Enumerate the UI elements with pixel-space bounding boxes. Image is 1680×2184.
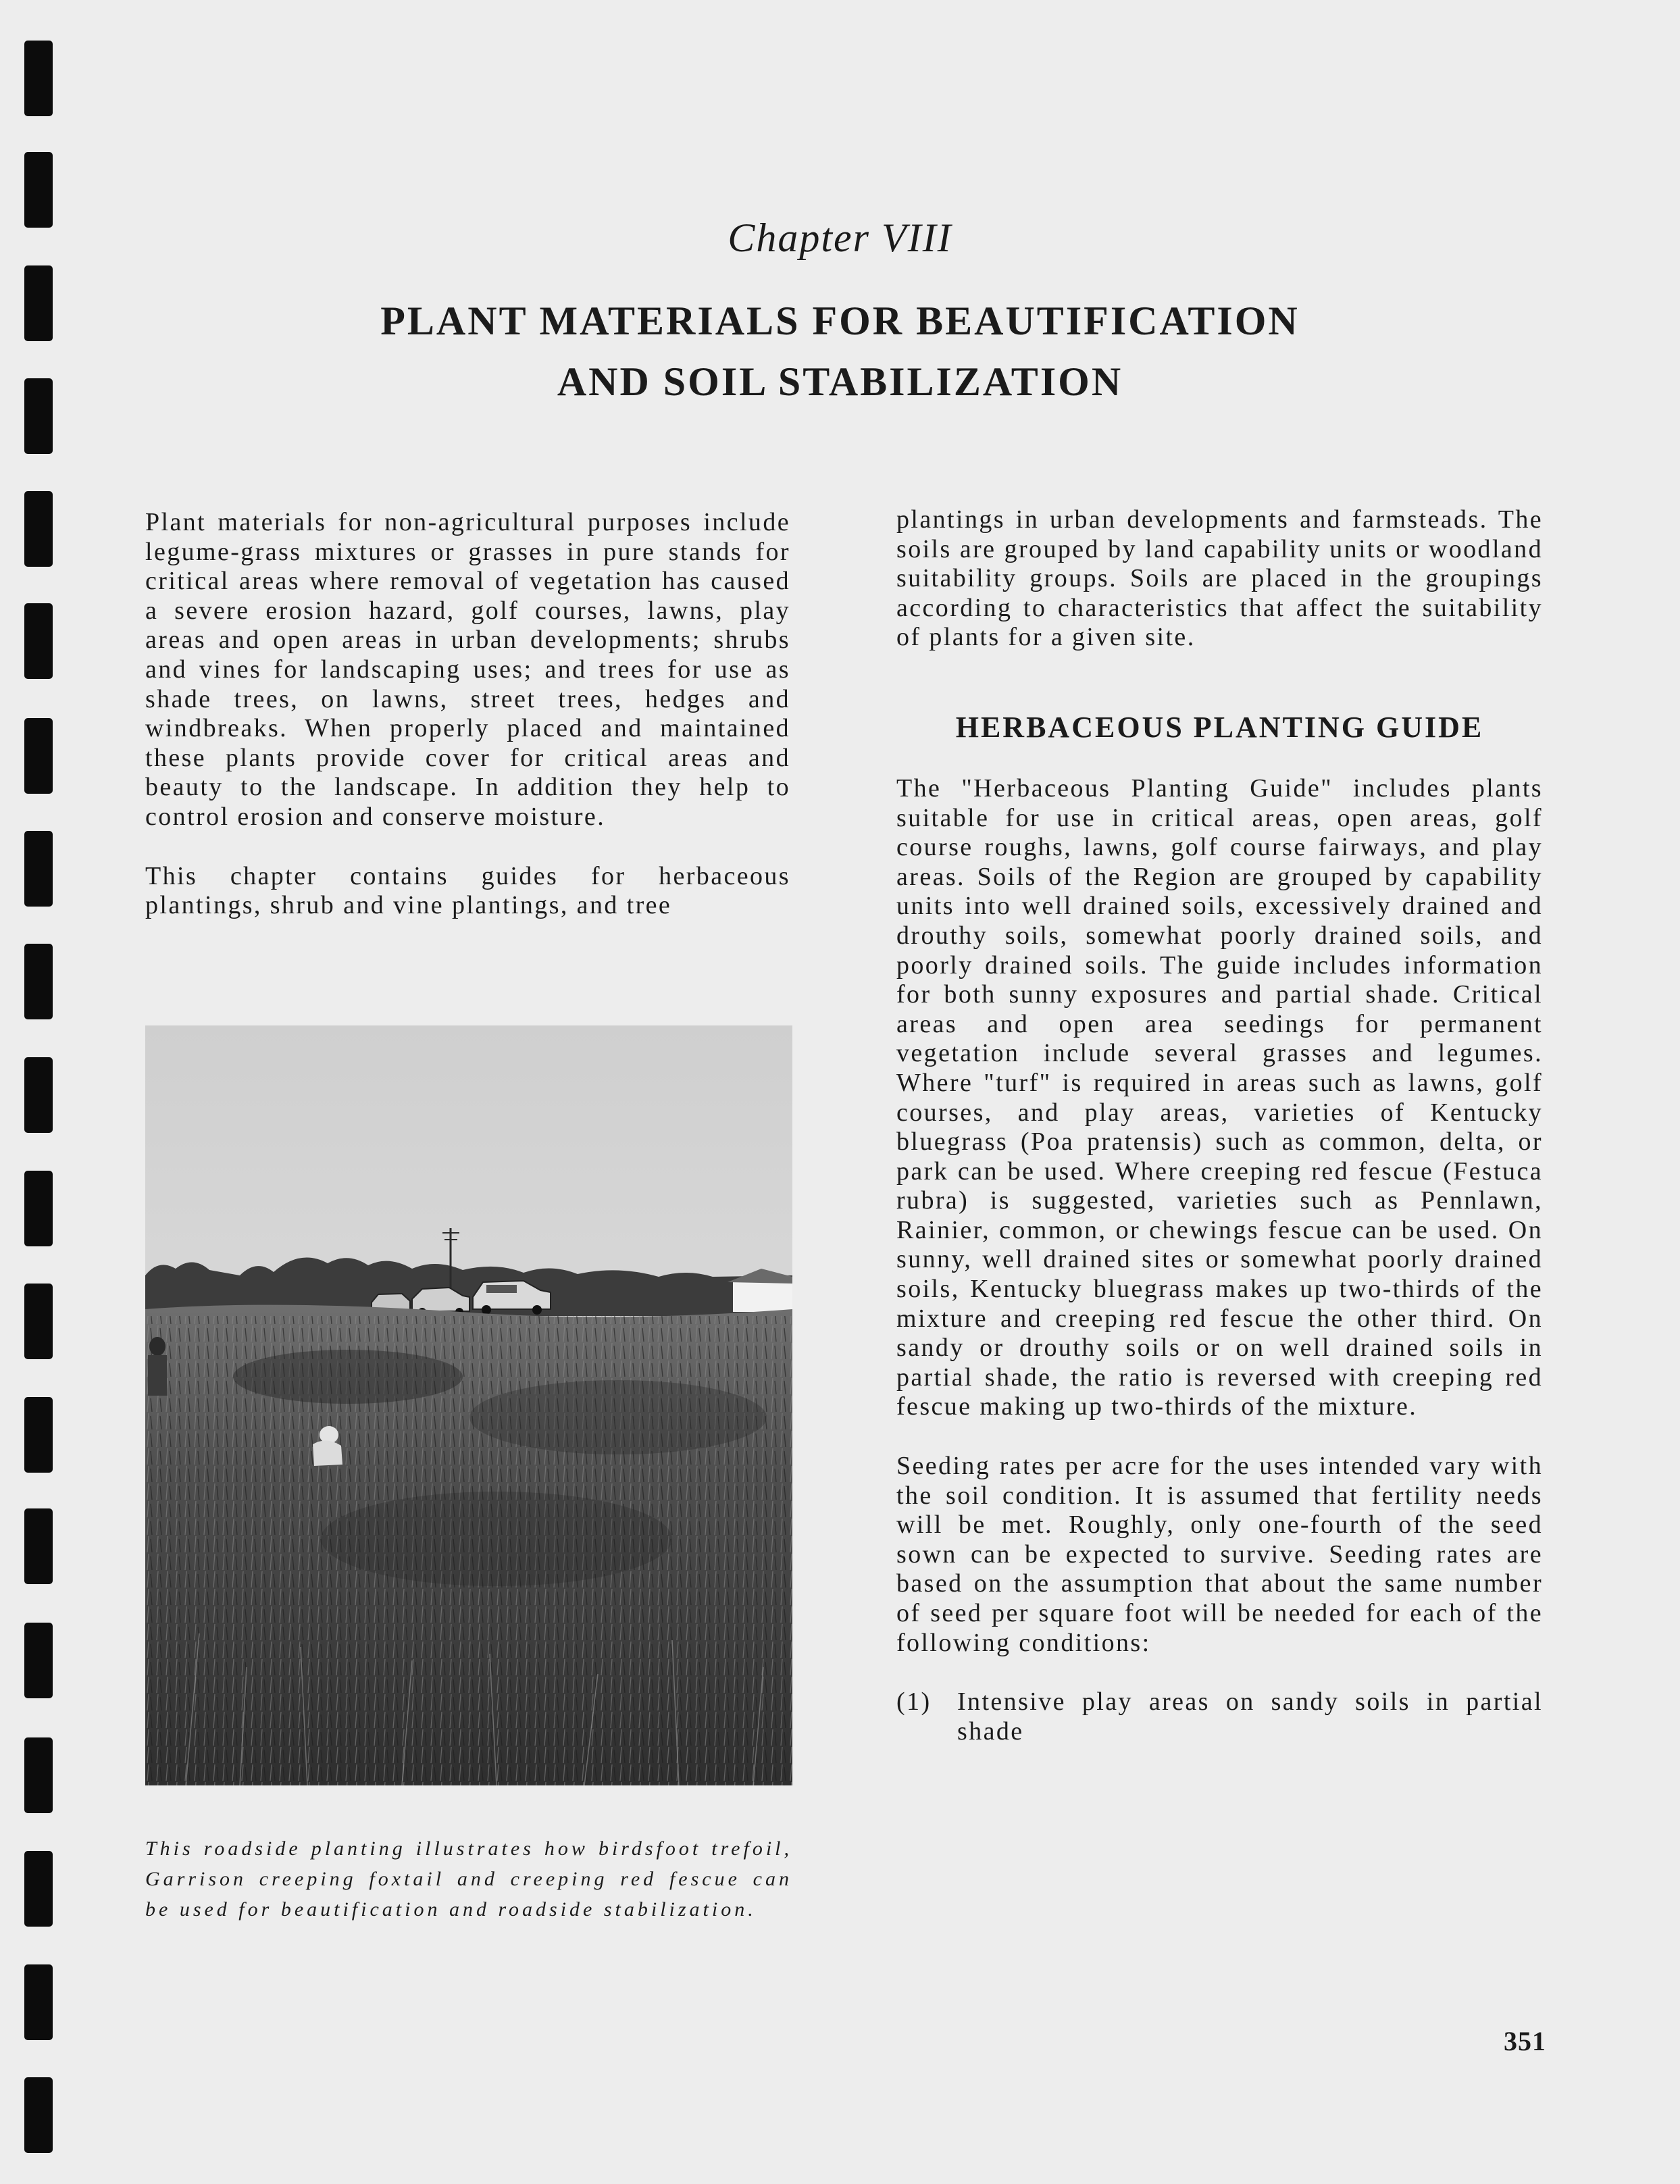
binding-hole (24, 944, 53, 1019)
section-heading: HERBACEOUS PLANTING GUIDE (955, 710, 1484, 744)
binding-hole (24, 491, 53, 567)
photo-caption: This roadside planting illustrates how birdsfoot trefoil, Garrison creeping foxtail and creeping red fescue can be used for beautification and roadside stabilization. (145, 1837, 792, 1921)
list-item-text: Intensive play areas on sandy soils in partial shade (957, 1687, 1543, 1746)
binding-hole (24, 41, 53, 116)
continuation-paragraph: plantings in urban developments and farmsteads. The soils are grouped by land capability units or woodland suitability groups. Soils are placed in the groupings according to characteristics that affect the suitability of plants for a given site. (896, 505, 1543, 652)
binding-hole (24, 1057, 53, 1133)
chapter-title-line-1: PLANT MATERIALS FOR BEAUTIFICATION (380, 299, 1300, 343)
intro-paragraph: Plant materials for non-agricultural purposes include legume-grass mixtures or grasses in pure stands for critical areas where removal of vegetation has caused a severe erosion hazard, golf courses, lawns, play areas and open areas in urban developments; shrubs and vines for landscaping uses; and trees for use as shade trees, on lawns, street trees, hedges and windbreaks. When properly placed and maintained these plants provide cover for critical areas and beauty to the landscape. In addition they help to control erosion and conserve moisture. (145, 508, 790, 831)
binding-hole (24, 1397, 53, 1473)
binding-hole (24, 1171, 53, 1246)
binding-hole (24, 2077, 53, 2153)
planting-guide-paragraph: The "Herbaceous Planting Guide" includes plants suitable for use in critical areas, open areas, golf course roughs, lawns, golf course fairways, and play areas. Soils of the Region are grouped by capability units into well drained soils, excessively drained and drouthy soils, somewhat poorly drained soils, and poorly drained soils. The guide includes information for both sunny exposures and partial shade. Critical areas and open area seedings for permanent vegetation include several grasses and legumes. Where "turf" is required in areas such as lawns, golf courses, and play areas, varieties of Kentucky bluegrass (Poa pratensis) such as common, delta, or park can be used. Where creeping red fescue (Festuca rubra) is suggested, varieties such as Pennlawn, Rainier, common, or chewings fescue can be used. On sunny, well drained sites or somewhat poorly drained soils, Kentucky bluegrass makes up two-thirds of the mixture and creeping red fescue the other third. On sandy or drouthy soils or on well drained soils in partial shade, the ratio is reversed with creeping red fescue making up two-thirds of the mixture. (896, 773, 1543, 1421)
binding-hole (24, 831, 53, 907)
binding-hole (24, 1623, 53, 1698)
left-column (145, 508, 790, 921)
binding-hole (24, 718, 53, 794)
chapter-label: Chapter VIII (728, 215, 952, 260)
binding-hole (24, 1964, 53, 2040)
right-column (896, 505, 1543, 1746)
binding-hole (24, 1737, 53, 1813)
binding-hole (24, 1851, 53, 1927)
page-number: 351 (1504, 2026, 1546, 2056)
list-item (896, 1687, 1543, 1746)
binding-hole (24, 603, 53, 679)
binding-hole (24, 1508, 53, 1584)
chapter-title (0, 290, 1680, 412)
roadside-planting-photo (145, 1025, 792, 1785)
chapter-title-line-2: AND SOIL STABILIZATION (557, 359, 1123, 404)
chapter-contents-paragraph: This chapter contains guides for herbaceous plantings, shrub and vine plantings, and tree (145, 861, 790, 920)
binding-hole (24, 1284, 53, 1359)
list-item-number: (1) (896, 1687, 932, 1717)
seeding-rates-paragraph: Seeding rates per acre for the uses intended vary with the soil condition. It is assumed that fertility needs will be met. Roughly, only one-fourth of the seed sown can be expected to survive. Seeding rates are based on the assumption that about the same number of seed per square foot will be needed for each of the following conditions: (896, 1452, 1543, 1657)
